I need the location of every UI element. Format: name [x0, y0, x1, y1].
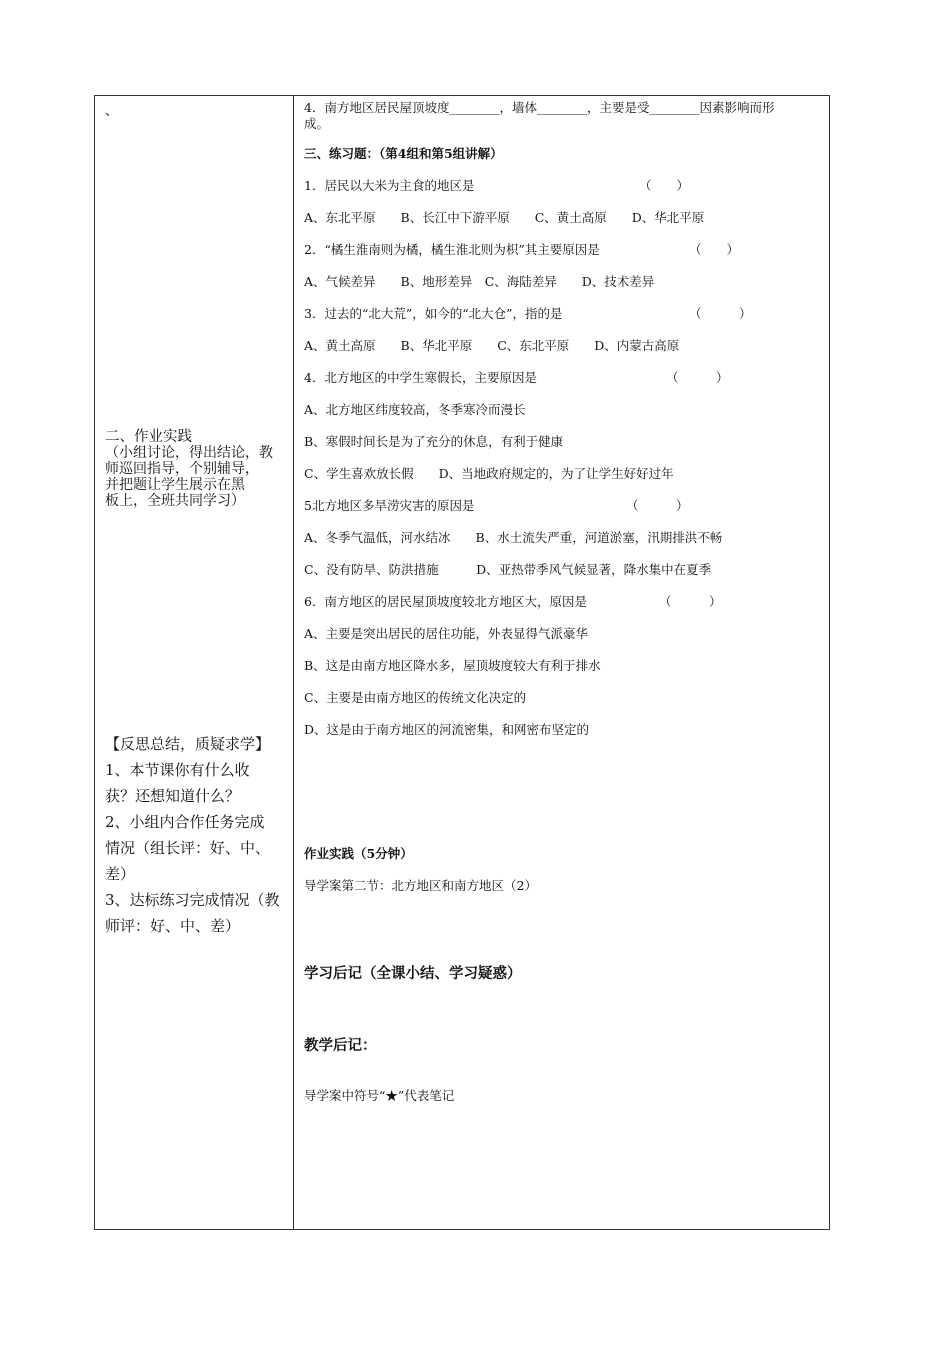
section2-line: 板上，全班共同学习） — [105, 493, 245, 509]
question-options: A、北方地区纬度较高，冬季寒冷而漫长 — [304, 402, 526, 417]
question-stem: 6．南方地区的居民屋顶坡度较北方地区大，原因是 — [304, 594, 587, 609]
question-options: A、东北平原 B、长江中下游平原 C、黄土高原 D、华北平原 — [304, 210, 705, 225]
question-options: A、主要是突出居民的居住功能，外表显得气派豪华 — [304, 626, 589, 641]
question-options: C、学生喜欢放长假 D、当地政府规定的，为了让学生好好过年 — [304, 466, 674, 481]
reflection-line: 获？还想知道什么？ — [105, 787, 241, 805]
reflection-line: 差） — [105, 865, 136, 883]
question-stem: 5北方地区多旱涝灾害的原因是 — [304, 498, 475, 513]
left-top-mark: 、 — [105, 104, 119, 119]
teaching-notes-title: 教学后记： — [304, 1037, 377, 1054]
question-options: A、气候差异 B、地形差异 C、海陆差异 D、技术差异 — [304, 274, 655, 289]
section2-line: 师巡回指导，个别辅导， — [105, 461, 259, 477]
question-stem: 4．北方地区的中学生寒假长，主要原因是 — [304, 370, 537, 385]
reflection-line: 情况（组长评：好、中、 — [105, 839, 271, 857]
answer-bracket: （ ） — [666, 370, 729, 385]
exercise-title: 三、练习题：（第4组和第5组讲解） — [304, 146, 503, 161]
section2-line: 并把题让学生展示在黑 — [105, 477, 245, 493]
question-options: A、黄土高原 B、华北平原 C、东北平原 D、内蒙古高原 — [304, 338, 680, 353]
symbol-note: 导学案中符号“★”代表笔记 — [304, 1088, 455, 1103]
section2-title: 二、作业实践 — [105, 429, 192, 445]
section2-line: （小组讨论，得出结论，教 — [105, 445, 273, 461]
question-stem: 1．居民以大米为主食的地区是 — [304, 178, 475, 193]
left-column — [95, 96, 293, 1229]
section-reflection — [105, 731, 290, 939]
question-options: C、没有防旱、防洪措施 D、亚热带季风气候显著，降水集中在夏季 — [304, 562, 712, 577]
q4-fill-in-line1: 4．南方地区居民屋顶坡度________，墙体________，主要是受________因素影响而形 — [304, 100, 775, 115]
q4-fill-in-line2: 成。 — [304, 116, 330, 131]
answer-bracket: （ ） — [689, 242, 740, 257]
section-homework-practice — [105, 429, 290, 509]
reflection-title: 【反思总结，质疑求学】 — [105, 735, 271, 753]
lesson-table — [94, 95, 830, 1230]
reflection-line: 2、小组内合作任务完成 — [105, 813, 265, 831]
question-stem: 2．“橘生淮南则为橘，橘生淮北则为枳”其主要原因是 — [304, 242, 600, 257]
question-options: D、这是由于南方地区的河流密集，和网密布坚定的 — [304, 722, 590, 737]
homework-text: 导学案第二节：北方地区和南方地区（2） — [304, 878, 537, 893]
answer-bracket: （ ） — [659, 594, 722, 609]
question-options: B、寒假时间长是为了充分的休息，有利于健康 — [304, 434, 564, 449]
answer-bracket: （ ） — [639, 178, 690, 193]
study-notes-title: 学习后记（全课小结、学习疑惑） — [304, 965, 522, 982]
homework-title: 作业实践（5分钟） — [304, 846, 413, 861]
reflection-line: 师评：好、中、差） — [105, 917, 241, 935]
question-options: A、冬季气温低，河水结冰 B、水土流失严重，河道淤塞，汛期排洪不畅 — [304, 530, 723, 545]
reflection-line: 3、达标练习完成情况（教 — [105, 891, 280, 909]
answer-bracket: （ ） — [689, 306, 752, 321]
right-column — [294, 96, 829, 1229]
answer-bracket: （ ） — [626, 498, 689, 513]
question-options: B、这是由南方地区降水多，屋顶坡度较大有利于排水 — [304, 658, 601, 673]
reflection-line: 1、本节课你有什么收 — [105, 761, 250, 779]
question-stem: 3．过去的“北大荒”，如今的“北大仓”，指的是 — [304, 306, 563, 321]
question-options: C、主要是由南方地区的传统文化决定的 — [304, 690, 527, 705]
